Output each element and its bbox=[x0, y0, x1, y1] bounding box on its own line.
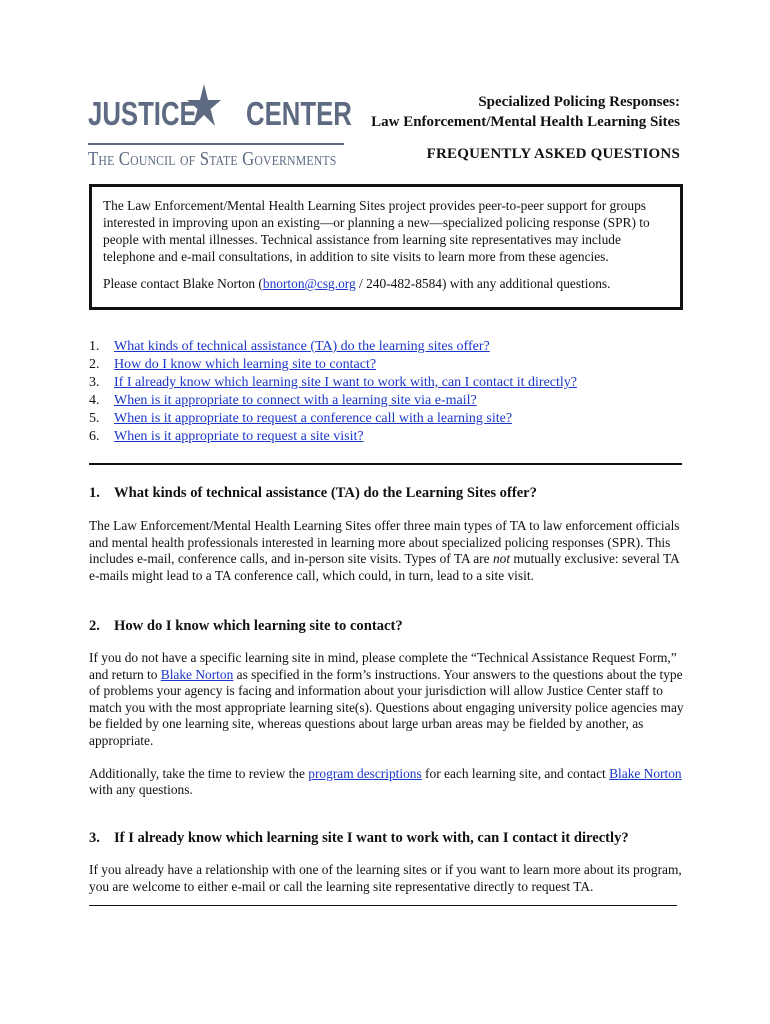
section-title: If I already know which learning site I want to work with, can I contact it directly? bbox=[114, 830, 629, 846]
question-list bbox=[89, 338, 689, 446]
paragraph-text: The Law Enforcement/Mental Health Learning Sites offer three main types of TA to law enforcement officials and mental health professionals interested in learning more about specialized policing responses (SPR). This includes e-mail, conference calls, and in-person site visits. Types of TA are bbox=[89, 518, 680, 567]
section-2-paragraph-1 bbox=[89, 650, 685, 750]
section-divider bbox=[89, 905, 677, 906]
emphasis-text: not bbox=[492, 551, 511, 567]
section-number: 3. bbox=[89, 830, 100, 846]
faq-heading: FREQUENTLY ASKED QUESTIONS bbox=[426, 146, 680, 162]
section-1-paragraph bbox=[89, 518, 685, 584]
program-descriptions-link[interactable]: program descriptions bbox=[308, 765, 422, 781]
document-header bbox=[371, 92, 680, 163]
logo-word-center: CENTER bbox=[246, 95, 352, 132]
toc-link-q5[interactable]: When is it appropriate to request a conference call with a learning site? bbox=[114, 411, 513, 426]
section-1-heading bbox=[89, 485, 537, 502]
blake-norton-link[interactable]: Blake Norton bbox=[609, 765, 682, 781]
contact-suffix: / 240-482-8584) with any additional questions. bbox=[355, 276, 611, 291]
logo-word-justice: JUSTICE bbox=[88, 95, 197, 132]
list-number: 5. bbox=[89, 411, 100, 426]
list-item bbox=[89, 374, 689, 392]
header-title-line2: Law Enforcement/Mental Health Learning Sites bbox=[371, 114, 680, 130]
section-2-heading bbox=[89, 618, 403, 635]
logo-divider bbox=[88, 143, 344, 145]
paragraph-text: as specified in the form’s instructions. Your answers to the questions about the type of problems your agency is facing and information about your jurisdiction will allow Justice Center staff to match you with the most appropriate learning site(s). Questions about engaging university police agencies may be fielded by one learning site, whereas questions about large urban areas may be fielded by another, as appropriate. bbox=[89, 666, 684, 748]
paragraph-text: mutually exclusive: several TA e-mails might lead to a TA conference call, which could, in turn, lead to a site visit. bbox=[89, 551, 680, 583]
star-icon bbox=[187, 84, 221, 130]
toc-link-q3[interactable]: If I already know which learning site I want to work with, can I contact it directly? bbox=[114, 375, 578, 390]
justice-center-logo bbox=[88, 84, 352, 172]
section-divider bbox=[89, 463, 682, 465]
email-link[interactable]: bnorton@csg.org bbox=[262, 276, 356, 291]
list-number: 1. bbox=[89, 339, 100, 354]
header-title-line1: Specialized Policing Responses: bbox=[478, 94, 680, 110]
toc-link-q2[interactable]: How do I know which learning site to contact? bbox=[114, 357, 377, 372]
list-number: 3. bbox=[89, 375, 100, 390]
list-item bbox=[89, 410, 689, 428]
contact-paragraph bbox=[103, 275, 669, 292]
intro-paragraph: The Law Enforcement/Mental Health Learning Sites project provides peer-to-peer support for groups interested in improving upon an existing—or planning a new—specialized policing response (SPR) to people with mental illnesses. Technical assistance from learning site representatives may include telephone and e-mail consultations, in addition to site visits to learn more from these agencies. bbox=[103, 198, 650, 264]
contact-prefix: Please contact Blake Norton ( bbox=[103, 276, 263, 291]
section-2-paragraph-2 bbox=[89, 766, 685, 799]
list-item bbox=[89, 392, 689, 410]
paragraph-text: with any questions. bbox=[89, 782, 193, 798]
section-title: How do I know which learning site to contact? bbox=[114, 618, 403, 634]
blake-norton-link[interactable]: Blake Norton bbox=[160, 666, 234, 682]
list-item bbox=[89, 428, 689, 446]
list-item bbox=[89, 356, 689, 374]
list-item bbox=[89, 338, 689, 356]
logo-wordmark bbox=[88, 84, 401, 144]
logo-subtitle: The Council of State Governments bbox=[88, 148, 337, 170]
section-3-body bbox=[89, 862, 685, 895]
list-number: 4. bbox=[89, 393, 100, 408]
section-title: What kinds of technical assistance (TA) do the Learning Sites offer? bbox=[114, 485, 537, 501]
section-number: 1. bbox=[89, 485, 100, 501]
paragraph-text: for each learning site, and contact bbox=[421, 765, 610, 781]
section-3-paragraph: If you already have a relationship with one of the learning sites or if you want to learn more about its program, you are welcome to either e-mail or call the learning site representative directly to request TA. bbox=[89, 862, 682, 894]
section-3-heading bbox=[89, 830, 629, 847]
toc-link-q6[interactable]: When is it appropriate to request a site visit? bbox=[114, 429, 364, 444]
list-number: 2. bbox=[89, 357, 100, 372]
section-2-body bbox=[89, 650, 685, 799]
intro-box bbox=[89, 184, 683, 310]
section-1-body bbox=[89, 518, 685, 584]
section-number: 2. bbox=[89, 618, 100, 634]
paragraph-text: Additionally, take the time to review the bbox=[89, 765, 309, 781]
toc-link-q1[interactable]: What kinds of technical assistance (TA) do the learning sites offer? bbox=[114, 339, 490, 354]
toc-link-q4[interactable]: When is it appropriate to connect with a learning site via e-mail? bbox=[114, 393, 477, 408]
paragraph-text: If you do not have a specific learning site in mind, please complete the “Technical Assistance Request Form,” and return to bbox=[89, 650, 677, 682]
list-number: 6. bbox=[89, 429, 100, 444]
